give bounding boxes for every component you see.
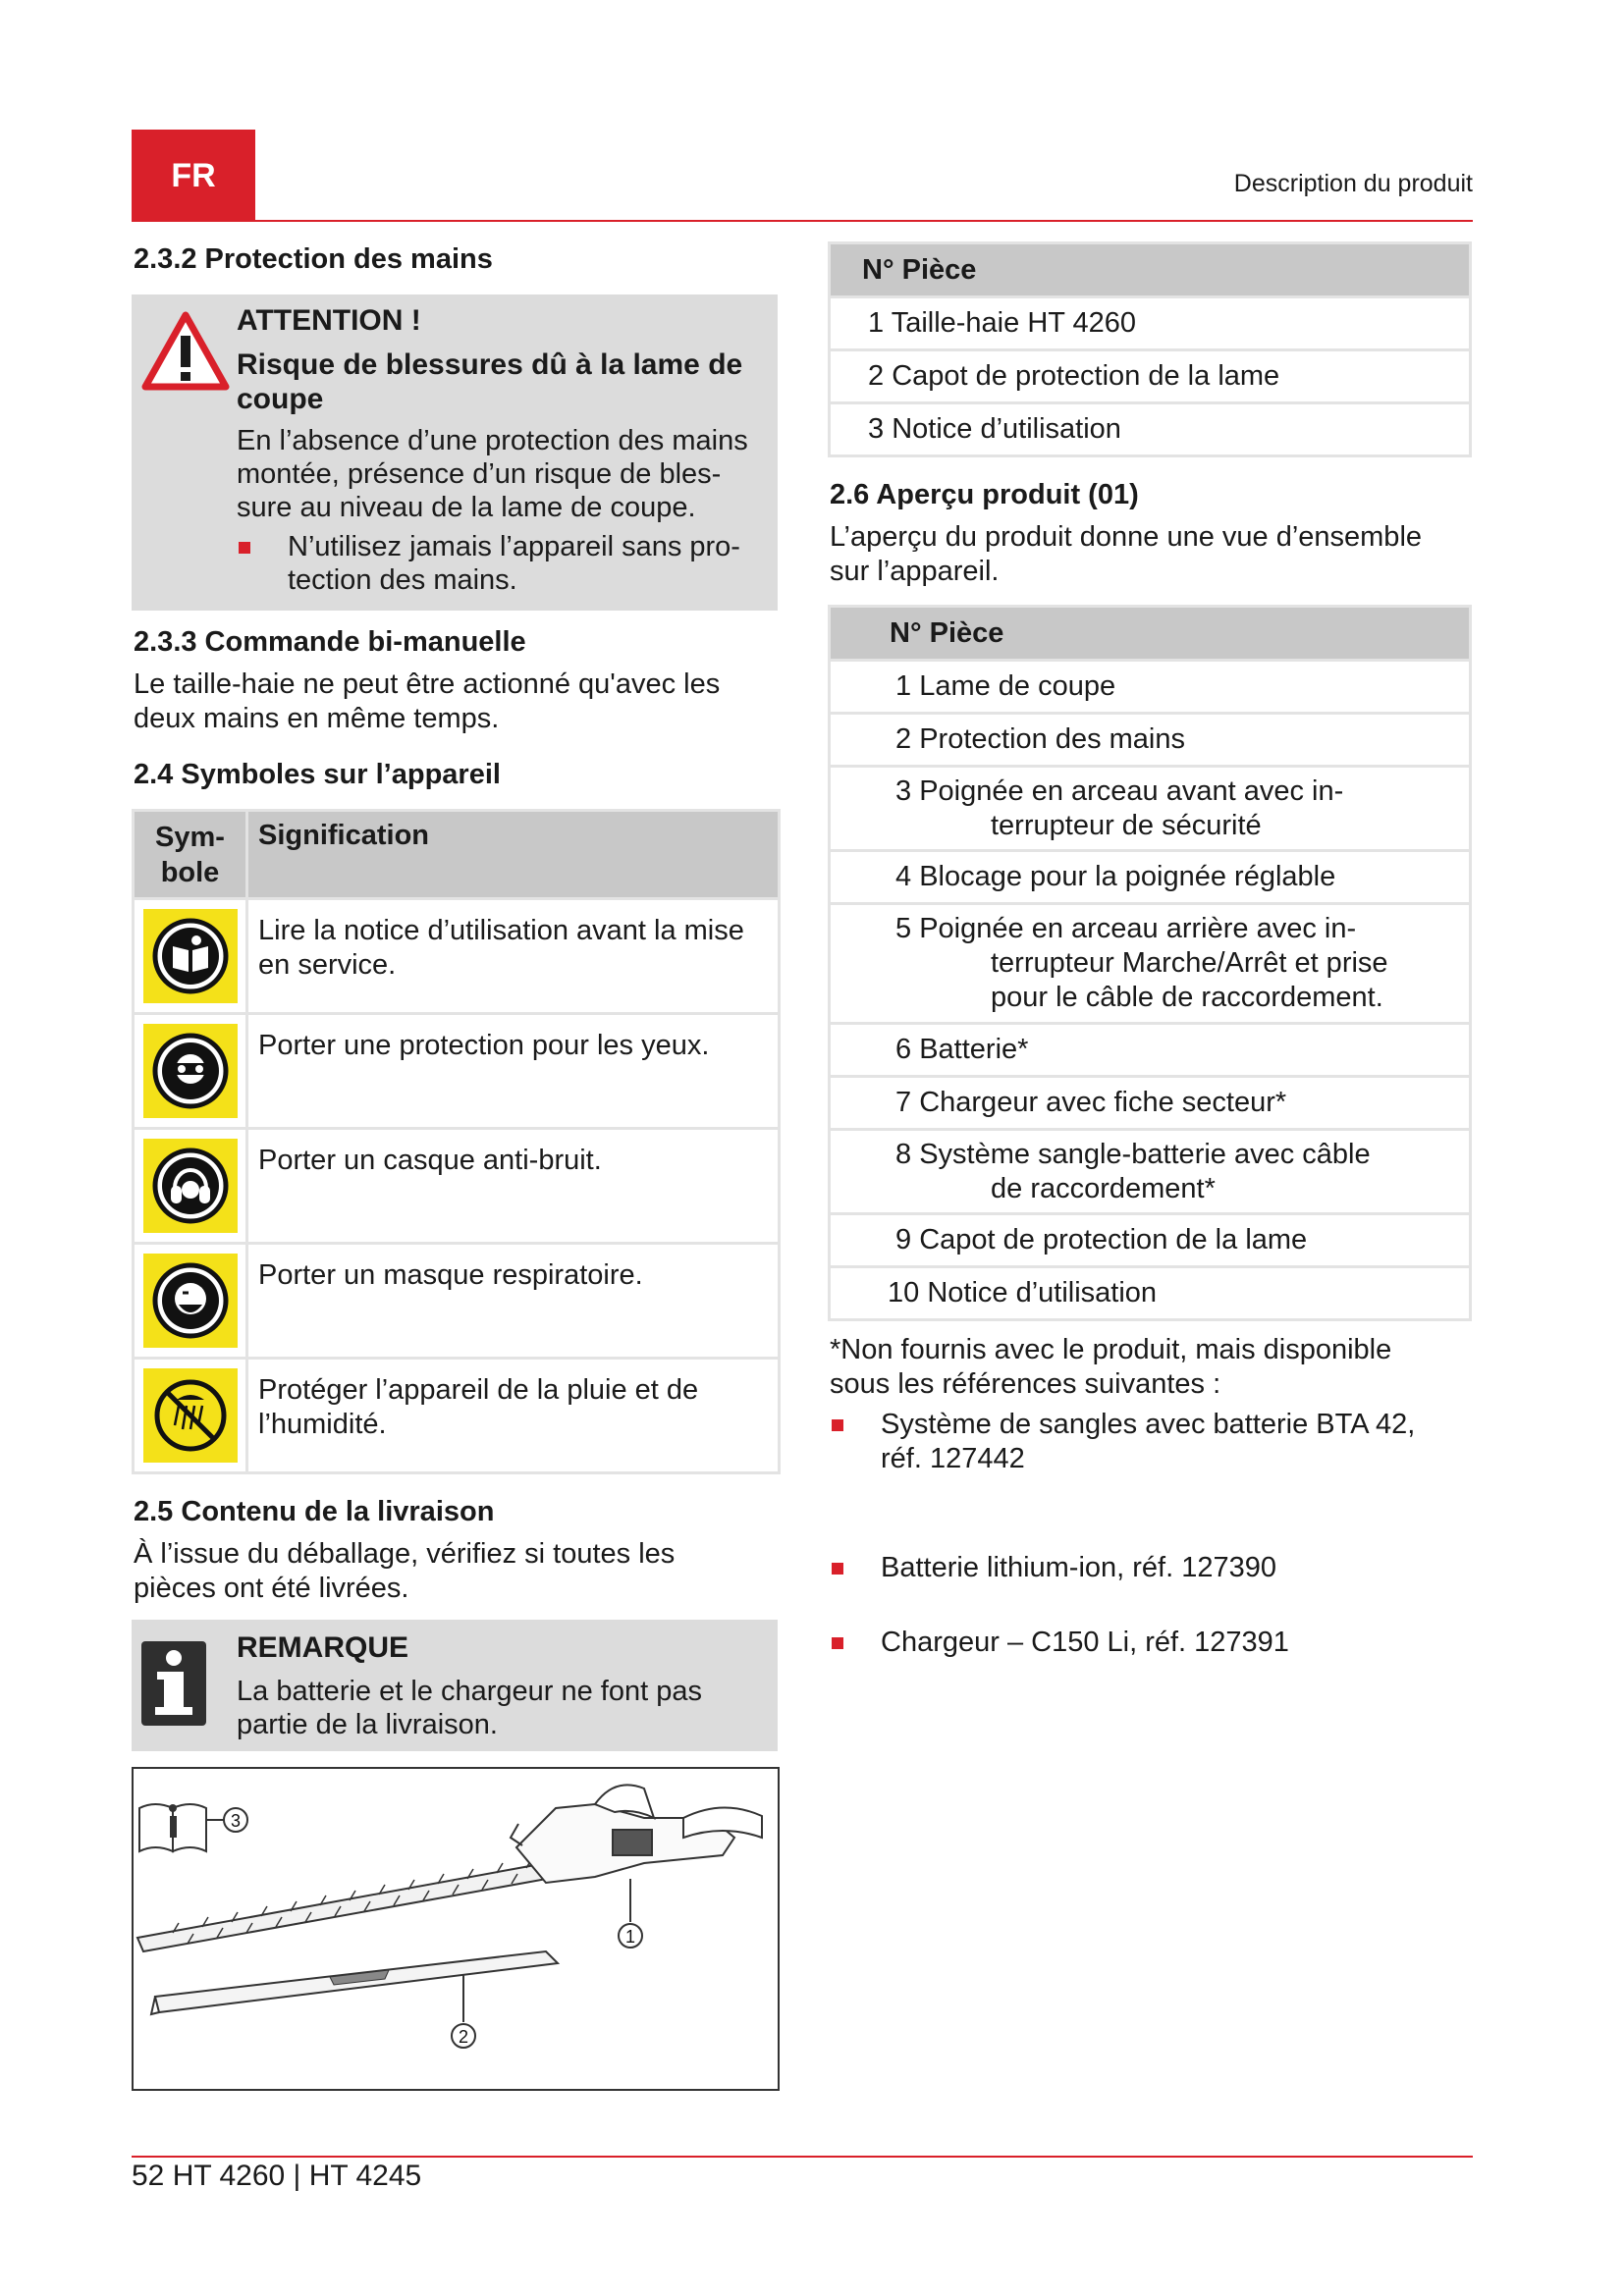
table-row [830, 1267, 1471, 1320]
warning-triangle-icon [141, 310, 230, 393]
symbols-table-header [134, 811, 780, 899]
info-icon [141, 1641, 206, 1726]
table-row [830, 403, 1471, 456]
symbol-cell [134, 1014, 247, 1129]
symbol-meaning: Lire la notice d’utilisation avant la mise en service. [247, 899, 780, 1014]
table-row [830, 1130, 1471, 1214]
hedge-trimmer-illustration [134, 1769, 778, 2089]
symbol-meaning: Protéger l’appareil de la pluie et de l’humidité. [247, 1359, 780, 1473]
warning-subtitle: Risque de blessures dû à la lame de coupe [237, 348, 743, 415]
part-cell: 2 Capot de protection de la lame [830, 350, 1471, 403]
table-row [830, 714, 1471, 767]
overview-table [828, 605, 1472, 1321]
heading-2-5: 2.5 Contenu de la livraison [134, 1496, 495, 1527]
delivery-table [828, 241, 1472, 457]
symbols-table [132, 809, 781, 1474]
callout-2 [452, 2024, 475, 2048]
col-meaning: Signification [247, 811, 780, 899]
svg-text:1: 1 [624, 1927, 636, 1947]
symbol-meaning: Porter un casque anti-bruit. [247, 1129, 780, 1244]
accessory-item: Batterie lithium-ion, réf. 127390 [830, 1551, 1624, 1585]
part-cell: 2 Protection des mains [830, 714, 1471, 767]
part-cell: 1 Lame de coupe [830, 661, 1471, 714]
ear-protection-icon [143, 1139, 238, 1233]
part-cell: 1 Taille-haie HT 4260 [830, 297, 1471, 350]
part-cell: 8 Système sangle-batterie avec câble de raccordement* [830, 1130, 1471, 1214]
table-row [830, 661, 1471, 714]
overview-text: L’aperçu du produit donne une vue d’ensemble sur l’appareil. [830, 521, 1423, 587]
symbol-cell [134, 1129, 247, 1244]
symbol-meaning: Porter une protection pour les yeux. [247, 1014, 780, 1129]
heading-2-3-3: 2.3.3 Commande bi-manuelle [134, 626, 526, 658]
section-title: Description du produit [1233, 170, 1473, 197]
warning-title: ATTENTION ! [237, 304, 421, 337]
table-row [830, 1077, 1471, 1130]
overview-table-header [830, 607, 1471, 661]
note-text: La batterie et le chargeur ne font pas partie de la livraison. [237, 1676, 702, 1740]
table-row [830, 851, 1471, 904]
no-rain-icon [143, 1368, 238, 1463]
table-row [830, 350, 1471, 403]
warning-text: En l’absence d’une protection des mains montée, présence d’un risque de bles- sure au niveau de la lame de coupe. [237, 425, 748, 523]
table-row [830, 767, 1471, 851]
eye-protection-icon [143, 1024, 238, 1118]
col-symbol: Sym- bole [134, 811, 247, 899]
heading-2-6: 2.6 Aperçu produit (01) [830, 479, 1139, 510]
col-part-no: N° Pièce [830, 607, 1471, 661]
part-cell: 9 Capot de protection de la lame [830, 1214, 1471, 1267]
delivery-figure [132, 1767, 780, 2091]
warning-box [132, 294, 778, 611]
part-cell: 3 Notice d’utilisation [830, 403, 1471, 456]
note-title: REMARQUE [237, 1631, 409, 1664]
col-part-no: N° Pièce [830, 243, 1471, 297]
table-row [134, 1129, 780, 1244]
delivery-text: À l’issue du déballage, vérifiez si toutes les pièces ont été livrées. [134, 1538, 676, 1604]
blade-guard [151, 1951, 558, 2022]
table-row [134, 1359, 780, 1473]
read-manual-icon [143, 909, 238, 1003]
part-cell: 6 Batterie* [830, 1024, 1471, 1077]
table-row [134, 899, 780, 1014]
header-rule [255, 220, 1473, 222]
table-row [830, 1214, 1471, 1267]
footer-page-info: 52 HT 4260 | HT 4245 [132, 2160, 422, 2192]
accessory-item: Système de sangles avec batterie BTA 42, réf. 127442 [830, 1408, 1624, 1476]
symbol-cell [134, 1359, 247, 1473]
trimmer-body [511, 1785, 762, 1922]
footer-rule [132, 2156, 1473, 2158]
part-cell: 7 Chargeur avec fiche secteur* [830, 1077, 1471, 1130]
svg-text:3: 3 [230, 1811, 242, 1831]
callout-3 [224, 1808, 247, 1832]
warning-bullet: N’utilisez jamais l’appareil sans pro- tection des mains. [237, 530, 883, 597]
part-cell: 3 Poignée en arceau avant avec in- terrupteur de sécurité [830, 767, 1471, 851]
part-cell: 10 Notice d’utilisation [830, 1267, 1471, 1320]
part-cell: 4 Blocage pour la poignée réglable [830, 851, 1471, 904]
manual-book-icon [139, 1804, 226, 1851]
accessory-item: Chargeur – C150 Li, réf. 127391 [830, 1626, 1624, 1660]
two-hand-text: Le taille-haie ne peut être actionné qu'avec les deux mains en même temps. [134, 668, 721, 734]
language-tab: FR [132, 130, 255, 222]
symbol-cell [134, 1244, 247, 1359]
cutting-blade [137, 1858, 558, 1951]
svg-text:2: 2 [458, 2027, 469, 2047]
accessories-intro: *Non fournis avec le produit, mais disponible sous les références suivantes : [830, 1334, 1392, 1400]
delivery-table-header [830, 243, 1471, 297]
table-row [830, 904, 1471, 1024]
table-row [134, 1014, 780, 1129]
part-cell: 5 Poignée en arceau arrière avec in- terrupteur Marche/Arrêt et prise pour le câble de raccordement. [830, 904, 1471, 1024]
symbol-cell [134, 899, 247, 1014]
callout-1 [619, 1924, 642, 1948]
respirator-mask-icon [143, 1254, 238, 1348]
note-box [132, 1620, 778, 1751]
heading-2-3-2: 2.3.2 Protection des mains [134, 243, 493, 275]
table-row [830, 297, 1471, 350]
table-row [830, 1024, 1471, 1077]
symbol-meaning: Porter un masque respiratoire. [247, 1244, 780, 1359]
table-row [134, 1244, 780, 1359]
heading-2-4: 2.4 Symboles sur l’appareil [134, 759, 501, 790]
